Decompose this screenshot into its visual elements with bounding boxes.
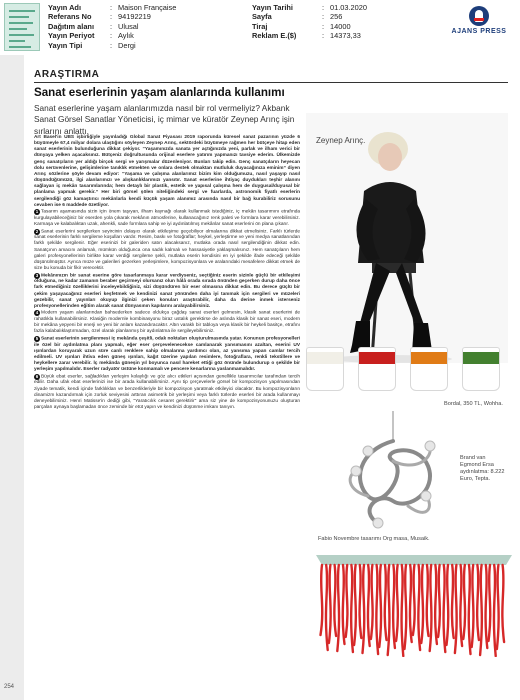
table-fringe-strand <box>452 565 454 638</box>
meta-key: Reklam E.($) <box>252 31 297 41</box>
section-rule <box>34 82 508 83</box>
paragraph-text: Tasarım aşamasında sizin için önem taşıyan, ilham kaynağı olarak kullanmak istediğiniz, iç mekân tasarımını etrafında kurgulayabileceğiniz bir eserden yola çıkarak mekânın atmosferine, kullanacağınız renk paleti ve formlara karar verebilirsiniz. Karmaşa ve kalabalıktan uzak, ahenkli, sade formlara sahip ve iyi aydınlatılmış mekânlar sanat eserlerini ön plana çıkarır. <box>34 209 300 228</box>
meta-colon: : <box>110 31 113 41</box>
magazine-thumbnail <box>4 3 40 51</box>
table-fringe-strand <box>502 565 504 642</box>
clipping-header <box>0 0 520 54</box>
table-fringe-strand <box>368 565 370 646</box>
paragraph-text: Modern yaşam alanlarından bahsederken sadece oldukça çağdaş sanat eserleri gelmesin, klasik sanat eserlerini de rahatlıkla kullanabilirsiniz. Klasiğin modernle kombinasyonu biraz ustalık gerektirse de aslında klasik bir sanat eseri, modern bir mekâna yepyeni bir enerji ve yeni bir anlam kazandıracaktır. Altın varaklı bir tabloya veya klasik bir heykeli basitçe, etrafını fazla kalabalıklaştırmadan, özel olarak planlanmış bir aydınlatma ile sergileyebilirsiniz. <box>34 310 300 335</box>
item-number-badge: 2 <box>35 228 39 234</box>
table-fringe-strand <box>402 565 404 656</box>
vases-figure <box>306 347 516 397</box>
meta-row <box>252 22 367 31</box>
table-fringe-strand <box>418 565 420 650</box>
article-paragraph <box>34 273 300 310</box>
table-fringe-strand <box>388 565 390 655</box>
chandelier-caption: Brand van Egmond Ersa aydınlatma: 8.222 Euro, Tepta. <box>460 455 505 482</box>
meta-value: 94192219 <box>118 12 151 22</box>
vase-red <box>358 347 396 391</box>
org-table-illustration <box>312 547 516 657</box>
meta-colon: : <box>322 12 325 22</box>
meta-colon: : <box>322 31 325 41</box>
item-number-badge: 6 <box>35 373 39 379</box>
item-number-badge: 5 <box>35 335 39 341</box>
meta-colon: : <box>322 21 325 31</box>
chandelier-illustration <box>338 411 448 541</box>
meta-value: 14000 <box>330 21 351 31</box>
table-fringe-strand <box>413 565 415 635</box>
table-fringe-strand <box>477 565 479 640</box>
table-fringe-strand <box>343 565 345 644</box>
org-table-figure <box>312 547 516 657</box>
table-fringe-strand <box>472 565 474 647</box>
table-fringe-strand <box>421 565 423 643</box>
meta-value: Dergi <box>118 40 136 50</box>
table-fringe-strand <box>410 565 412 642</box>
meta-value: Ulusal <box>118 21 139 31</box>
paragraph-text: Mekânınızın bir sanat eserine göre tasarlanmaya karar verdiyseniz, seçtiğiniz eserin sizinle güçlü bir etkileşimi olduğuna, ne kadar zamanın beraber geçirmeyi olursanız olun hâlâ orada sırada önünden geçerken durup daha önce fark etmediğiniz özelliklerini inceleyebildiğiniz, sizi düşündüren bir eser olmasına dikkat edin. Bu derece güçlü bir çekim yaşayacağınız eserleri keşfetmek ve kendinizi sanat yönünden daha iyi tanımak için sergileri ve müzeleri gezebilir, sanat yayınları okuyup ilginizi çeken konuları araştırabilir, daha da derine inmek isterseniz profesyonellerinden eğitim alarak sanat dünyasının kapılarını aralayabilirsiniz. <box>34 273 300 309</box>
portrait-illustration <box>306 113 508 363</box>
table-fringe-strand <box>430 565 432 651</box>
table-fringe-strand <box>469 565 471 654</box>
table-fringe-strand <box>385 565 387 640</box>
table-fringe-strand <box>460 565 462 646</box>
publication-meta-left <box>48 3 176 50</box>
paragraph-text: Büyük ebat eserler, sağladıkları yerleşim kolaylığı ve göz alıcı etkileri açısından genellikle tasarımcılar tarafından tercih edilir. Daha ufak ebat eserlerinizi ise bir arada kullanabilirsiniz. Aynı tip çerçevelerle görsel bir kompozisyon yapılmasından ziyade tematik, kendi içinde farklılıkları ve benzerlikleriyle bir kompozisyon yaratmak etkileyici olacaktır. Bu kompozisyonların dinamizm kazandırmak için zorluk seviyesini arttıran asimetrik bir yerleşimi veya farklı türlerde eserleri bir arada kullanmayı deneyebilirsiniz. Henri Matisse'in dediği gibi, “Yaratıcılık cesaret gerektirir” ama siz yine de kompozisyonunuzu oluşturan parçaları aynaya başlamadan önce zeminde bir etüt yapın ve kendinizi düşünme imkanı tanıyın. <box>34 374 300 411</box>
meta-key: Yayın Periyot <box>48 31 95 41</box>
table-fringe-strand <box>346 565 348 637</box>
table-fringe-strand <box>337 565 339 651</box>
meta-row <box>48 3 176 12</box>
table-fringe-strand <box>489 565 491 641</box>
table-fringe-strand <box>354 565 356 645</box>
meta-value: Aylık <box>118 31 134 41</box>
table-fringe-strand <box>480 565 482 655</box>
ajans-press-logo-icon <box>469 6 489 26</box>
table-fringe-strand <box>321 565 323 635</box>
section-label: ARAŞTIRMA <box>34 69 100 80</box>
meta-row <box>48 41 176 50</box>
meta-row <box>252 12 367 21</box>
meta-key: Referans No <box>48 12 92 22</box>
article-paragraph <box>34 310 300 335</box>
portrait-photo <box>306 113 508 363</box>
meta-colon: : <box>110 3 113 12</box>
meta-key: Yayın Tipi <box>48 40 83 50</box>
chandelier-figure <box>338 411 448 541</box>
logo-text: AJANS PRESS <box>451 28 507 35</box>
table-fringe-strand <box>326 565 328 650</box>
meta-row <box>48 31 176 40</box>
table-fringe-strand <box>455 565 457 653</box>
item-number-badge: 3 <box>35 272 39 278</box>
article-paragraph <box>34 229 300 273</box>
item-number-badge: 4 <box>35 310 39 316</box>
meta-row <box>48 12 176 21</box>
table-fringe-strand <box>360 565 362 638</box>
table-fringe-strand <box>334 565 336 636</box>
table-caption: Fabio Novembre tasarımı Org masa, Musaik. <box>318 536 430 542</box>
meta-colon: : <box>110 21 113 31</box>
paragraph-text: Art Basel'in UBS işbirliğiyle yayınladığı Global Sanat Piyasası 2019 raporunda küresel sanat pazarının yüzde 6 büyümeyle 67,4 milyar dolara ulaştığını söyleyen Zeynep Arınç, sektördeki büyümeye rağmen her bütçeye hitap eden sanat eserlerinin bulunduğuna dikkat çekiyor. “Yaşamınızda sanata yer açtığınızda yeni, parlak ve ilham verici bir dünyaya yelken açacaksınız. Bütçeniz doğrultusunda orijinal eserlere yatırım yapmanızı tavsiye ederim. Ülkemizde genç sanatçıların yer aldığı birçok sergi ve yarışmalar düzenleniyor. Bunları takip edin. Genç sanatçıların heyecan dolu serüvenlerine, gelişimlerine tanıklık etmekten ve onlara destek olmaktan mutluluk duyacağınıza eminim” diyen Arınç sözlerine şöyle devam ediyor: “Yaşama ve çalışma alanlarımız bizim kim olduğumuzu, nasıl yaşayıp nasıl düşündüğümüzü, ilgi alanlarımızı ve alışkanlıklarımızı yansıtır. Sanat eserlerine ihtiyaç duydukları teşhir alanını sağlayan iç mekân tasarımlarında; hem detaylı bir plastik, estetik ve yapısal çalışma hem de duygusal/duyusal bir planlama yapmak gerekir.” Her biri görsel şölen niteliğindeki sergi ve fuarlarda, astronomik fiyatlı eserlerin sergilendiği göz kamaştırıcı mekânlarla kendi küçük yaşam alanımız arasında nasıl bir bağ kurabiliriz sorusunu cevaben ise 6 maddede özetliyor. <box>34 135 300 208</box>
table-fringe-strand <box>351 565 353 652</box>
table-fringe-strand <box>363 565 365 653</box>
table-fringe-strand <box>393 565 395 648</box>
paragraph-text: Sanat eserlerinin sergilenmesi iç mekânda çeşitli, odak noktaları oluşturulmasında yatar. Konunun profesyonelleri ile özel bir aydınlatma planı yapmalı, eğer eser çerçevelenecekse camlanarak yansımasını azaltan, eserini UV ışınlardan koruyarak uzun süre canlı renklere sahip olmalarına yardımcı olan, az yansıma yapan camlar tercih edilmeli. UV ışınları ihtiva eden güneş ışınları, kağıt üzerine yapılan resimlere, fotoğraflara, renkli tekstillere ve heykellere zarar verebilir. İç mekânda güneşin yıl boyunca nasıl hareket ettiği göz önünde bulundurup o şekilde bir yerleşim yapılmalıdır. Eserler radyatör üstüne konmamalı ve pencere kenarlarına yaslanmamalıdır. <box>34 336 300 373</box>
table-fringe-strand <box>427 565 429 636</box>
page-gutter <box>0 55 24 700</box>
table-fringe-strand <box>463 565 465 639</box>
meta-key: Sayfa <box>252 12 272 22</box>
vase-orange <box>410 347 448 391</box>
meta-key: Yayın Adı <box>48 3 81 12</box>
page-number: 254 <box>4 684 15 690</box>
publication-meta-right <box>252 3 367 41</box>
meta-row <box>252 3 367 12</box>
meta-key: Tiraj <box>252 21 268 31</box>
article-paragraph <box>34 209 300 228</box>
meta-colon: : <box>110 12 113 22</box>
item-number-badge: 1 <box>35 209 39 215</box>
table-fringe-strand <box>438 565 440 637</box>
article-paragraph <box>34 336 300 373</box>
table-fringe-strand <box>405 565 407 649</box>
meta-key: Yayın Tarihi <box>252 3 293 12</box>
table-fringe-strand <box>379 565 381 647</box>
meta-colon: : <box>110 40 113 50</box>
article-body <box>34 135 300 412</box>
article-dek: Sanat eserlerine yaşam alanlarımızda nasıl bir rol vermeliyiz? Akbank Sanat Görsel Sanatlar Yöneticisi, iç mimar ve küratör Zeynep Arınç işin sırlarını anlattı. <box>34 103 295 136</box>
page-title: Sanat eserlerinin yaşam alanlarında kullanımı <box>34 86 285 99</box>
table-fringe-strand <box>494 565 496 656</box>
vase-green <box>462 347 500 391</box>
table-fringe-strand <box>447 565 449 645</box>
table-fringe-strand <box>329 565 331 643</box>
article-paragraph <box>34 374 300 411</box>
meta-value: Maison Française <box>118 3 177 12</box>
meta-value: 256 <box>330 12 343 22</box>
table-fringe-strand <box>497 565 499 649</box>
meta-value: 01.03.2020 <box>330 3 367 12</box>
table-fringe-strand <box>396 565 398 641</box>
meta-row <box>252 31 367 40</box>
vase-caption: Bordal, 350 TL, Wohha. <box>444 401 503 407</box>
paragraph-text: Sanat eserlerini sergilerken seyircinin dolaşıcı olarak etkileşime geçebiliyor olmalarına dikkat etmelisiniz. Farklı türlerde sanat eserlerinin farklı sergileme koşulları vardır. Resim, baskı ve fotoğraflar; heykel, yerleştirme ve yeni medya sanatlarından farklı şekilde sergilenir. Eğer eserinizi bir galeriden satın alacaksanız, mutlaka orada nasıl sergilendiğinin dikkat edin. Sanatçının amacını anlamalı, mümkün olduğunca ona sadık kalmalı ve hassasiyetle yaklaşmalısınız. Hem sanatçıların hem galeri profesyonellerinin birlikte karar verdiği sergileme şekli, mutlaka eserin kendisini en iyi şekilde ifade edeceği şekilde düşünülmüştür. Ayrıca müze ve galerileri gezerken yerleşimlere, kompozisyonlara ve aralarındaki mesafelere dikkat etmek de size bu konuda bir fikir verecektir. <box>34 229 300 272</box>
meta-value: 14373,33 <box>330 31 361 41</box>
vase-white <box>306 347 344 391</box>
meta-key: Dağıtım alanı <box>48 21 94 31</box>
meta-row <box>48 22 176 31</box>
table-fringe-strand <box>486 565 488 648</box>
portrait-caption: Zeynep Arınç. <box>316 136 366 145</box>
magazine-page <box>0 55 520 700</box>
meta-colon: : <box>322 3 325 12</box>
table-fringe-strand <box>371 565 373 639</box>
ajans-press-logo <box>442 6 516 35</box>
table-fringe-strand <box>435 565 437 644</box>
table-fringe-strand <box>444 565 446 652</box>
table-fringe-strand <box>376 565 378 654</box>
article-paragraph <box>34 135 300 209</box>
